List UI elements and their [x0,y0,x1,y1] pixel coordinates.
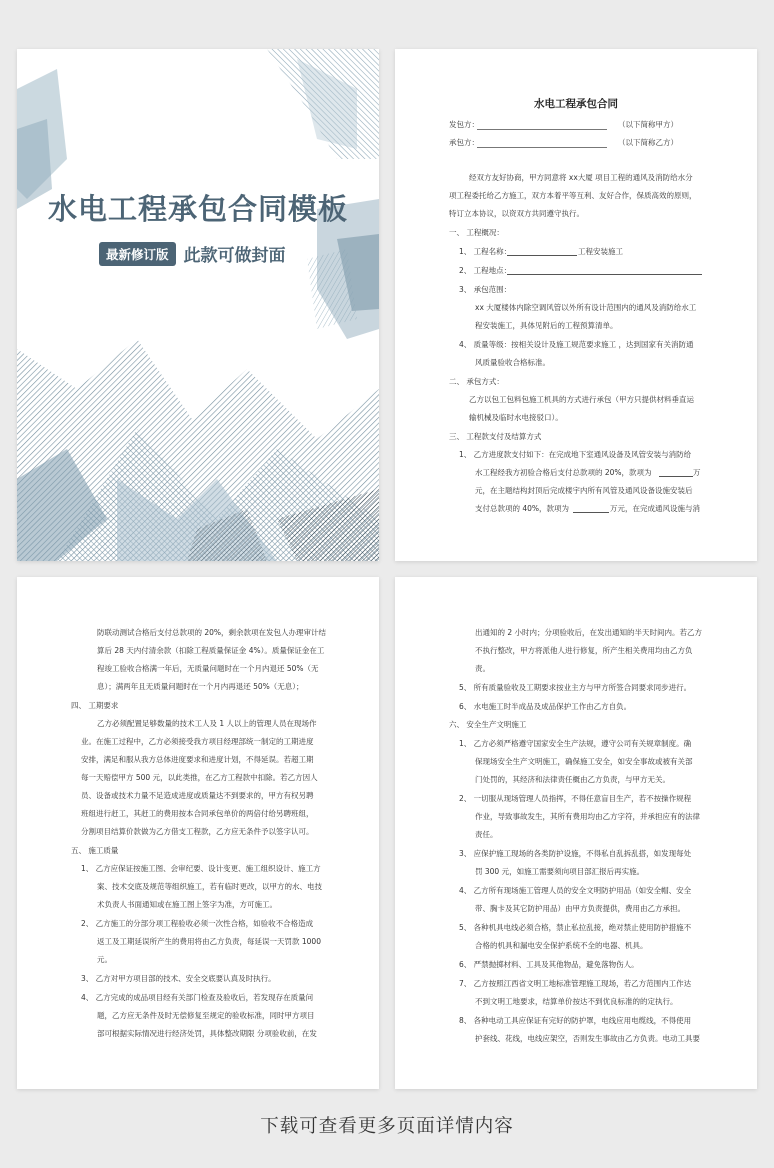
text-line: 员、设备或技术力量不足造成进度或质量达不到要求的，甲方有权另聘 [81,791,314,800]
document-page-4 [395,577,757,1089]
text-line: 返工及工期延误所产生的费用将由乙方负责，每延误一天罚款 1000 [97,937,321,946]
document-page-3 [17,577,379,1089]
text-line: 责。 [475,664,490,673]
section-heading: 一、 工程概况： [449,228,504,237]
text-line: 责任。 [475,830,498,839]
text-line: 班组进行赶工，其赶工的费用按本合同承包单价的两倍付给另聘班组， [81,809,314,818]
text-line: 3、 承包范围： [459,285,512,294]
text-line: 不执行整改，甲方将派他人进行修复，所产生相关费用均由乙方负 [475,646,693,655]
text-line: 4、 乙方完成的成品项目经有关部门检查及验收后，若发现存在质量问 [81,993,314,1002]
text-line: xx 大厦楼体内除空调风管以外所有设计范围内的通风及消防给水工 [475,303,697,312]
text-line: 万 [693,468,701,477]
text-line: 保现场安全生产文明施工，确保施工安全，如安全事故或被有关部 [475,757,693,766]
party-a-note: （以下简称甲方） [618,120,678,129]
blank-field [507,267,702,275]
blank-field [573,505,609,513]
text-line: 合格的机具和漏电安全保护系统不全的电器、机具。 [475,941,648,950]
text-line: 工程安装施工 [578,247,623,256]
text-line: 出通知的 2 小时内；分项验收后，在发出通知的半天时间内。若乙方 [475,628,703,637]
party-b-note: （以下简称乙方） [618,138,678,147]
text-line: 水工程经我方初验合格后支付总款项的 20%，款项为 [475,468,652,477]
text-line: 万元，在完成通风设施与消 [610,504,700,513]
cover-page [17,49,379,561]
text-line: 7、 乙方按照江西省文明工地标准管理施工现场，若乙方范围内工作达 [459,979,692,988]
text-line: 特订立本协议，以资双方共同遵守执行。 [449,209,584,218]
text-line: 2、 乙方施工的分部分项工程验收必须一次性合格，如验收不合格造成 [81,919,314,928]
text-line: 元。 [97,955,112,964]
text-line: 程竣工验收合格满一年后，无质量问题时在一个月内退还 50%（无 [97,664,319,673]
text-line: 3、 乙方对甲方项目部的技术、安全交底要认真及时执行。 [81,974,276,983]
cover-subtitle-row [99,241,286,266]
text-line: 5、 所有质量验收及工期要求按业主方与甲方所签合同要求同步进行。 [459,683,692,692]
text-line: 程安装施工，具体见附后的工程预算清单。 [475,321,618,330]
text-line: 项工程委托给乙方施工，双方本着平等互利、友好合作，保质高效的原则， [449,191,697,200]
text-line: 护套线、花线，电线应架空，否则发生事故由乙方负责。电动工具要 [475,1034,700,1043]
blank-field [507,248,577,256]
text-line: 息）；满两年且无质量问题时在一个月内再退还 50%（无息）； [97,682,304,691]
text-line: 输机械及临时水电接驳口）。 [469,413,563,422]
blank-field [659,469,693,477]
text-line: 分割项目结算价款做为乙方借支工程款，乙方应无条件予以签字认可。 [81,827,314,836]
text-line: 5、 各种机具电线必须合格，禁止私拉乱接，绝对禁止使用防护措施不 [459,923,692,932]
document-page-2 [395,49,757,561]
text-line: 安排，满足和服从我方总体进度要求和进度计划，不得延误。若超工期 [81,755,314,764]
text-line: 作业，导致事故发生，其所有费用均由乙方字符，并承担应有的法律 [475,812,700,821]
text-line: 业。在施工过程中，乙方必须接受我方项目经理部统一制定的工期进度 [81,737,314,746]
text-line: 带、胸卡及其它防护用品）由甲方负责提供，费用由乙方承担。 [475,904,685,913]
text-line: 每一天赔偿甲方 500 元，以此类推，在乙方工程款中扣除。若乙方因人 [81,773,318,782]
text-line: 4、 质量等级：按相关设计及施工规范要求施工 ，达到国家有关消防通 [459,340,694,349]
text-line: 1、 乙方必须严格遵守国家安全生产法规，遵守公司有关规章制度。确 [459,739,692,748]
text-line: 防联动测试合格后支付总款项的 20%，剩余款项在发包人办理审计结 [97,628,327,637]
party-a-label: 发包方： [449,120,479,129]
party-b-blank [477,147,607,148]
text-line: 乙方必须配置足够数量的技术工人及 1 人以上的管理人员在现场作 [97,719,317,728]
text-line: 1、 乙方应保证按施工图、会审纪要、设计变更、施工组织设计、施工方 [81,864,321,873]
text-line: 6、 严禁抛掷材料、工具及其他物品，避免落物伤人。 [459,960,639,969]
cover-badge: 最新修订版 [99,242,176,266]
text-line: 案、技术交底及规范等组织施工，若有临时更改，以甲方的水、电技 [97,882,322,891]
download-footer-text[interactable]: 下载可查看更多页面详情内容 [260,1116,514,1137]
text-line: 6、 水电施工时半成品及成品保护工作由乙方自负。 [459,702,632,711]
party-a-blank [477,129,607,130]
section-heading: 六、 安全生产文明施工 [449,720,527,729]
text-line: 经双方友好协商，甲方同意将 xx大厦 项目工程的通风及消防给水分 [469,173,693,182]
text-line: 部可根据实际情况进行经济处罚，具体整改期限 分项验收前，在发 [97,1029,317,1038]
text-line: 元，在主题结构封顶后完成楼宇内所有风管及通风设备设施安装后 [475,486,693,495]
text-line: 罚 300 元，如施工需要须向项目部汇报后再实施。 [475,867,645,876]
text-line: 不到文明工地要求，结算单价按达不到优良标准的的定执行。 [475,997,678,1006]
text-line: 支付总款项的 40%，款项为 [475,504,570,513]
cover-title: 水电工程承包合同模板 [47,192,348,226]
text-line: 门处罚的，其经济和法律责任概由乙方负责，与甲方无关。 [475,775,670,784]
text-line: 术负责人书面通知或在施工图上签字为准，方可施工。 [97,900,277,909]
text-line: 8、 各种电动工具应保证有完好的防护罩，电线应用电缆线，不得使用 [459,1016,692,1025]
contract-title: 水电工程承包合同 [534,98,618,110]
text-line: 2、 工程地点： [459,266,512,275]
text-line: 1、 乙方进度款支付如下：在完成地下室通风设备及风管安装与消防给 [459,450,692,459]
party-b-label: 承包方： [449,138,479,147]
cover-subtitle: 此款可做封面 [183,246,286,266]
section-heading: 四、 工期要求 [71,701,119,710]
cover-geometric-art [17,49,379,561]
text-line: 3、 应保护施工现场的各类防护设施，不得私自乱拆乱搭，如发现每处 [459,849,692,858]
text-line: 算后 28 天内付清余款（扣除工程质量保证金 4%）。质量保证金在工 [97,646,325,655]
text-line: 1、 工程名称： [459,247,512,256]
section-heading: 二、 承包方式： [449,377,504,386]
text-line: 风质量验收合格标准。 [475,358,550,367]
section-heading: 三、 工程款支付及结算方式 [449,432,542,441]
section-heading: 五、 施工质量 [71,846,119,855]
text-line: 4、 乙方所有现场施工管理人员的安全文明防护用品（如安全帽、安全 [459,886,692,895]
text-line: 2、 一切服从现场管理人员指挥，不得任意盲目生产，若不按操作规程 [459,794,692,803]
text-line: 乙方以包工包料包施工机具的方式进行承包（甲方只提供材料垂直运 [469,395,694,404]
party-b-row [449,137,678,148]
party-a-row [449,119,678,130]
text-line: 题，乙方应无条件及时无偿修复至规定的验收标准，同时甲方项目 [97,1011,315,1020]
